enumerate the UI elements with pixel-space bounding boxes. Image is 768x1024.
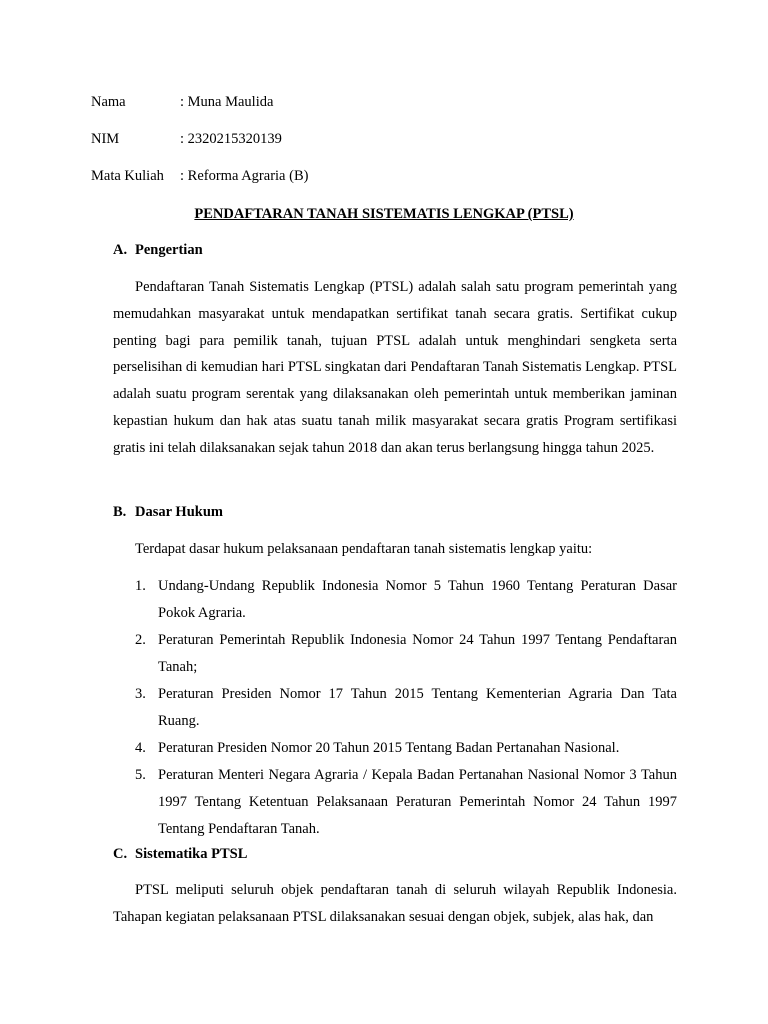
list-number: 4. (135, 740, 146, 756)
section-letter: C. (113, 846, 128, 862)
course-label: Mata Kuliah (91, 168, 164, 184)
section-title: Sistematika PTSL (135, 846, 248, 862)
nim-value: : 2320215320139 (180, 131, 282, 147)
list-number: 5. (135, 767, 146, 783)
name-value: : Muna Maulida (180, 94, 274, 110)
section-heading-c (113, 844, 247, 864)
list-text: Peraturan Pemerintah Republik Indonesia Nomor 24 Tahun 1997 Tentang Pendaftaran Tanah; (158, 632, 677, 675)
course-row (91, 166, 308, 186)
section-letter: A. (113, 242, 128, 258)
list-text: Peraturan Presiden Nomor 17 Tahun 2015 Tentang Kementerian Agraria Dan Tata Ruang. (158, 686, 677, 729)
name-row (91, 92, 273, 112)
section-c-paragraph: PTSL meliputi seluruh objek pendaftaran tanah di seluruh wilayah Republik Indonesia. Tahapan kegiatan pelaksanaan PTSL dilaksanakan sesuai dengan objek, subjek, alas hak, dan (113, 882, 677, 925)
list-number: 2. (135, 632, 146, 648)
section-heading-b (113, 502, 223, 522)
nim-label: NIM (91, 131, 120, 147)
list-item (135, 681, 677, 735)
list-item (135, 735, 677, 762)
list-item (135, 627, 677, 681)
section-title: Pengertian (135, 242, 203, 258)
course-value: : Reforma Agraria (B) (180, 168, 309, 184)
name-label: Nama (91, 94, 126, 110)
list-item (135, 762, 677, 843)
list-text: Undang-Undang Republik Indonesia Nomor 5 Tahun 1960 Tentang Peraturan Dasar Pokok Agraria. (158, 578, 677, 621)
document-title: PENDAFTARAN TANAH SISTEMATIS LENGKAP (PTSL) (194, 206, 574, 222)
section-b-paragraph: Terdapat dasar hukum pelaksanaan pendaftaran tanah sistematis lengkap yaitu: (135, 541, 593, 557)
section-heading-a (113, 240, 203, 260)
list-number: 1. (135, 578, 146, 594)
section-letter: B. (113, 504, 127, 520)
section-a-paragraph: Pendaftaran Tanah Sistematis Lengkap (PTSL) adalah salah satu program pemerintah yang memudahkan masyarakat untuk mendapatkan sertifikat tanah secara gratis. Sertifikat cukup penting bagi para pemilik tanah, tujuan PTSL adalah untuk menghindari sengketa serta perselisihan di kemudian hari PTSL singkatan dari Pendaftaran Tanah Sistematis Lengkap. PTSL adalah suatu program serentak yang dilaksanakan oleh pemerintah untuk memberikan jaminan kepastian hukum dan hak atas suatu tanah milik masyarakat secara gratis Program sertifikasi gratis ini telah dilaksanakan sejak tahun 2018 dan akan terus berlangsung hingga tahun 2025. (113, 279, 677, 456)
list-number: 3. (135, 686, 146, 702)
list-text: Peraturan Presiden Nomor 20 Tahun 2015 Tentang Badan Pertanahan Nasional. (158, 740, 620, 756)
nim-row (91, 129, 282, 149)
legal-basis-list (135, 573, 677, 843)
list-item (135, 573, 677, 627)
list-text: Peraturan Menteri Negara Agraria / Kepala Badan Pertanahan Nasional Nomor 3 Tahun 1997 Tentang Ketentuan Pelaksanaan Peraturan Pemerintah Nomor 24 Tahun 1997 Tentang Pendaftaran Tanah. (158, 767, 677, 837)
section-title: Dasar Hukum (135, 504, 223, 520)
